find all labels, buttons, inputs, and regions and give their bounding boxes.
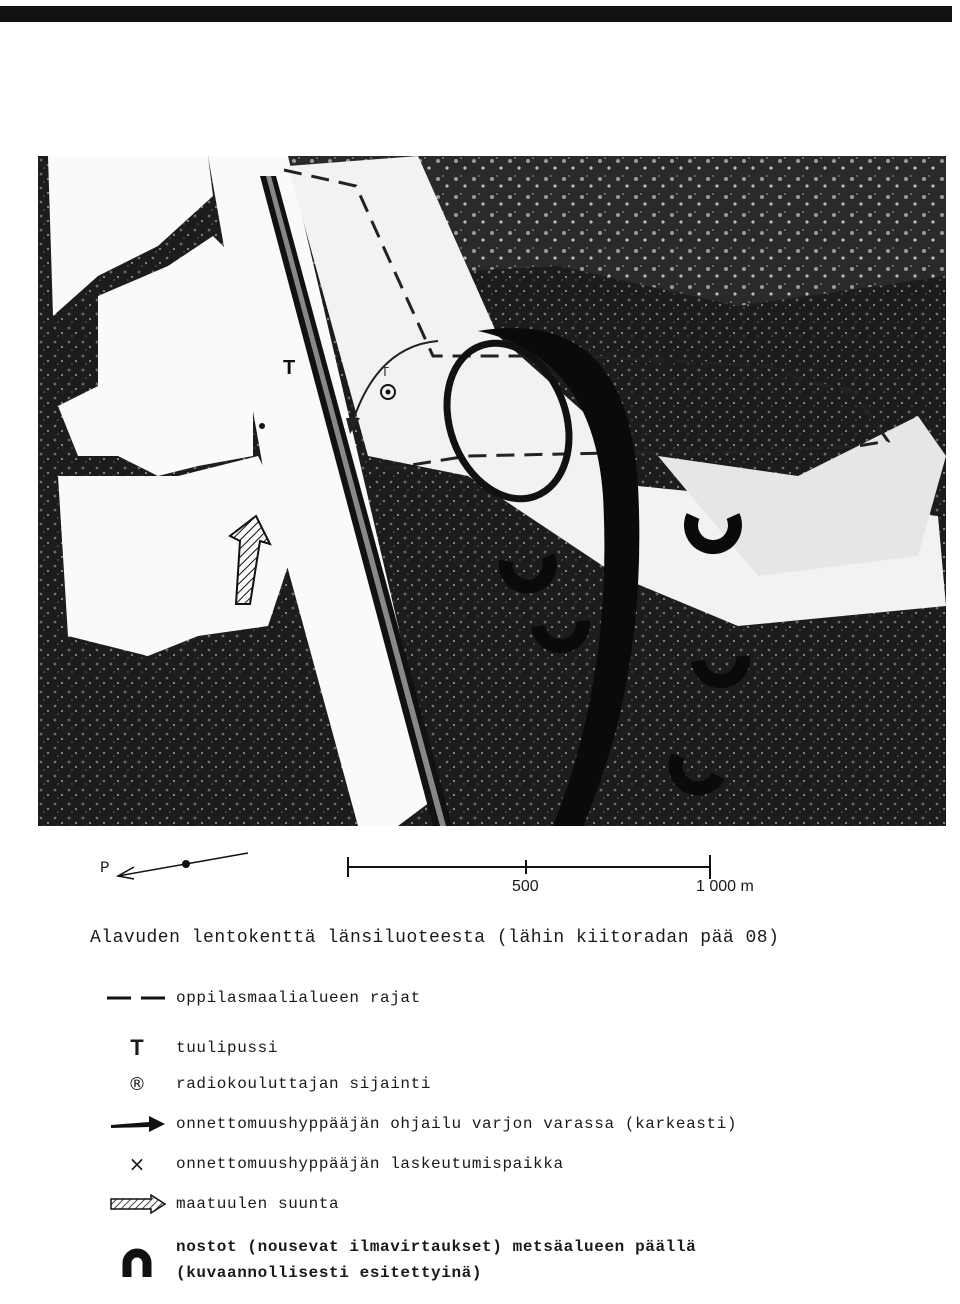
- windsock-icon: T: [130, 1035, 144, 1060]
- legend-item-landing: [104, 1150, 564, 1178]
- scale-label-500: 500: [512, 878, 539, 895]
- scale-bar: [90, 845, 810, 905]
- legend-text: tuulipussi: [176, 1039, 279, 1057]
- legend-text: oppilasmaalialueen rajat: [176, 989, 421, 1007]
- aerial-photo: [38, 156, 946, 826]
- legend-item-radio: [104, 1070, 432, 1098]
- legend-text: radiokouluttajan sijainti: [176, 1075, 432, 1093]
- legend-text: nostot (nousevat ilmavirtaukset) metsäalueen päällä: [176, 1238, 697, 1256]
- legend-item-boundary: [104, 984, 421, 1012]
- legend-item-ground-wind: [104, 1190, 340, 1218]
- legend-item-thermals: [104, 1238, 697, 1288]
- legend-item-jumper-path: [104, 1110, 738, 1138]
- horseshoe-icon: [104, 1238, 170, 1288]
- legend-item-windsock: [104, 1034, 279, 1062]
- north-label: P: [100, 859, 110, 877]
- arrow-icon: [104, 1110, 170, 1138]
- figure-caption: Alavuden lentokenttä länsiluoteesta (lähin kiitoradan pää 08): [90, 928, 780, 948]
- windsock-marker: T: [283, 357, 296, 379]
- cross-icon: ×: [128, 1152, 146, 1176]
- legend-text: maatuulen suunta: [176, 1195, 340, 1213]
- radio-marker-label: T: [381, 364, 389, 379]
- radio-instructor-icon: ®: [128, 1073, 146, 1095]
- scale-label-1000: 1 000 m: [696, 878, 754, 895]
- landing-point-marker: [259, 423, 265, 429]
- legend-text: onnettomuushyppääjän ohjailu varjon varassa (karkeasti): [176, 1115, 738, 1133]
- hatched-arrow-icon: [104, 1190, 170, 1218]
- top-border-bar: [0, 6, 952, 22]
- dash-line-icon: [104, 984, 170, 1012]
- legend-text-continued: (kuvaannollisesti esitettyinä): [176, 1264, 483, 1282]
- legend-text: onnettomuushyppääjän laskeutumispaikka: [176, 1155, 564, 1173]
